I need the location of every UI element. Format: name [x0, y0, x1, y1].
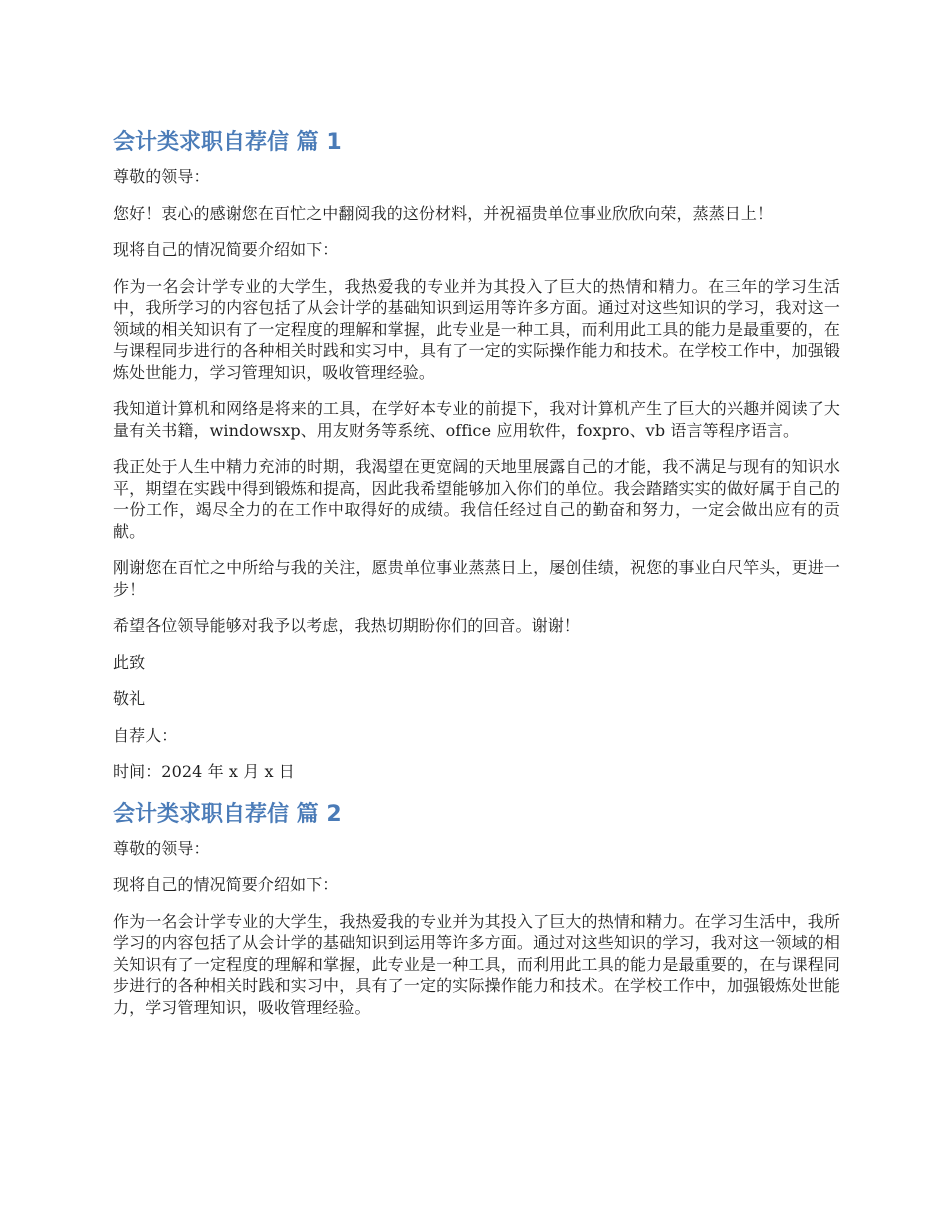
paragraph: 作为一名会计学专业的大学生，我热爱我的专业并为其投入了巨大的热情和精力。在三年的学习生活中，我所学习的内容包括了从会计学的基础知识到运用等许多方面。通过对这些知识的学习，我对这一领域的相关知识有了一定程度的理解和掌握，此专业是一种工具，而利用此工具的能力是最重要的，在与课程同步进行的各种相关时践和实习中，具有了一定的实际操作能力和技术。在学校工作中，加强锻炼处世能力，学习管理知识，吸收管理经验。: [113, 276, 840, 382]
salutation: 尊敬的领导：: [113, 838, 210, 858]
paragraph: 我知道计算机和网络是将来的工具，在学好本专业的前提下，我对计算机产生了巨大的兴趣并阅读了大量有关书籍，windowsxp、用友财务等系统、office 应用软件，foxpro、vb 语言等程序语言。: [113, 399, 840, 440]
paragraph: 刚谢您在百忙之中所给与我的关注，愿贵单位事业蒸蒸日上，屡创佳绩，祝您的事业白尺竿头，更进一步！: [113, 558, 840, 599]
section-2: [113, 798, 840, 1019]
paragraph: 希望各位领导能够对我予以考虑，我热切期盼你们的回音。谢谢！: [113, 616, 580, 635]
paragraph: 作为一名会计学专业的大学生，我热爱我的专业并为其投入了巨大的热情和精力。在学习生活中，我所学习的内容包括了从会计学的基础知识到运用等许多方面。通过对这些知识的学习，我对这一领域的相关知识有了一定程度的理解和掌握，此专业是一种工具，而利用此工具的能力是最重要的，在与课程同步进行的各种相关时践和实习中，具有了一定的实际操作能力和技术。在学校工作中，加强锻炼处世能力，学习管理知识，吸收管理经验。: [113, 911, 840, 1017]
section-1: [113, 126, 840, 783]
date-line: 时间：2024 年 x 月 x 日: [113, 762, 295, 781]
signature-line: 自荐人：: [113, 725, 178, 745]
section-heading: 会计类求职自荐信 篇 2: [113, 801, 342, 827]
closing-line: 敬礼: [113, 689, 146, 708]
paragraph: 现将自己的情况简要介绍如下：: [113, 875, 339, 894]
section-heading: 会计类求职自荐信 篇 1: [113, 130, 342, 155]
document-page: [113, 126, 840, 1033]
paragraph: 我正处于人生中精力充沛的时期，我渴望在更宽阔的天地里展露自己的才能，我不满足与现有的知识水平，期望在实践中得到锻炼和提高，因此我希望能够加入你们的单位。我会踏踏实实的做好属于自己的一份工作，竭尽全力的在工作中取得好的成绩。我信任经过自己的勤奋和努力，一定会做出应有的贡献。: [113, 457, 840, 541]
closing-line: 此致: [113, 652, 146, 672]
paragraph: 您好！衷心的感谢您在百忙之中翻阅我的这份材料，并祝福贵单位事业欣欣向荣，蒸蒸日上！: [113, 203, 774, 223]
paragraph: 现将自己的情况简要介绍如下：: [113, 240, 339, 259]
salutation: 尊敬的领导：: [113, 167, 210, 186]
